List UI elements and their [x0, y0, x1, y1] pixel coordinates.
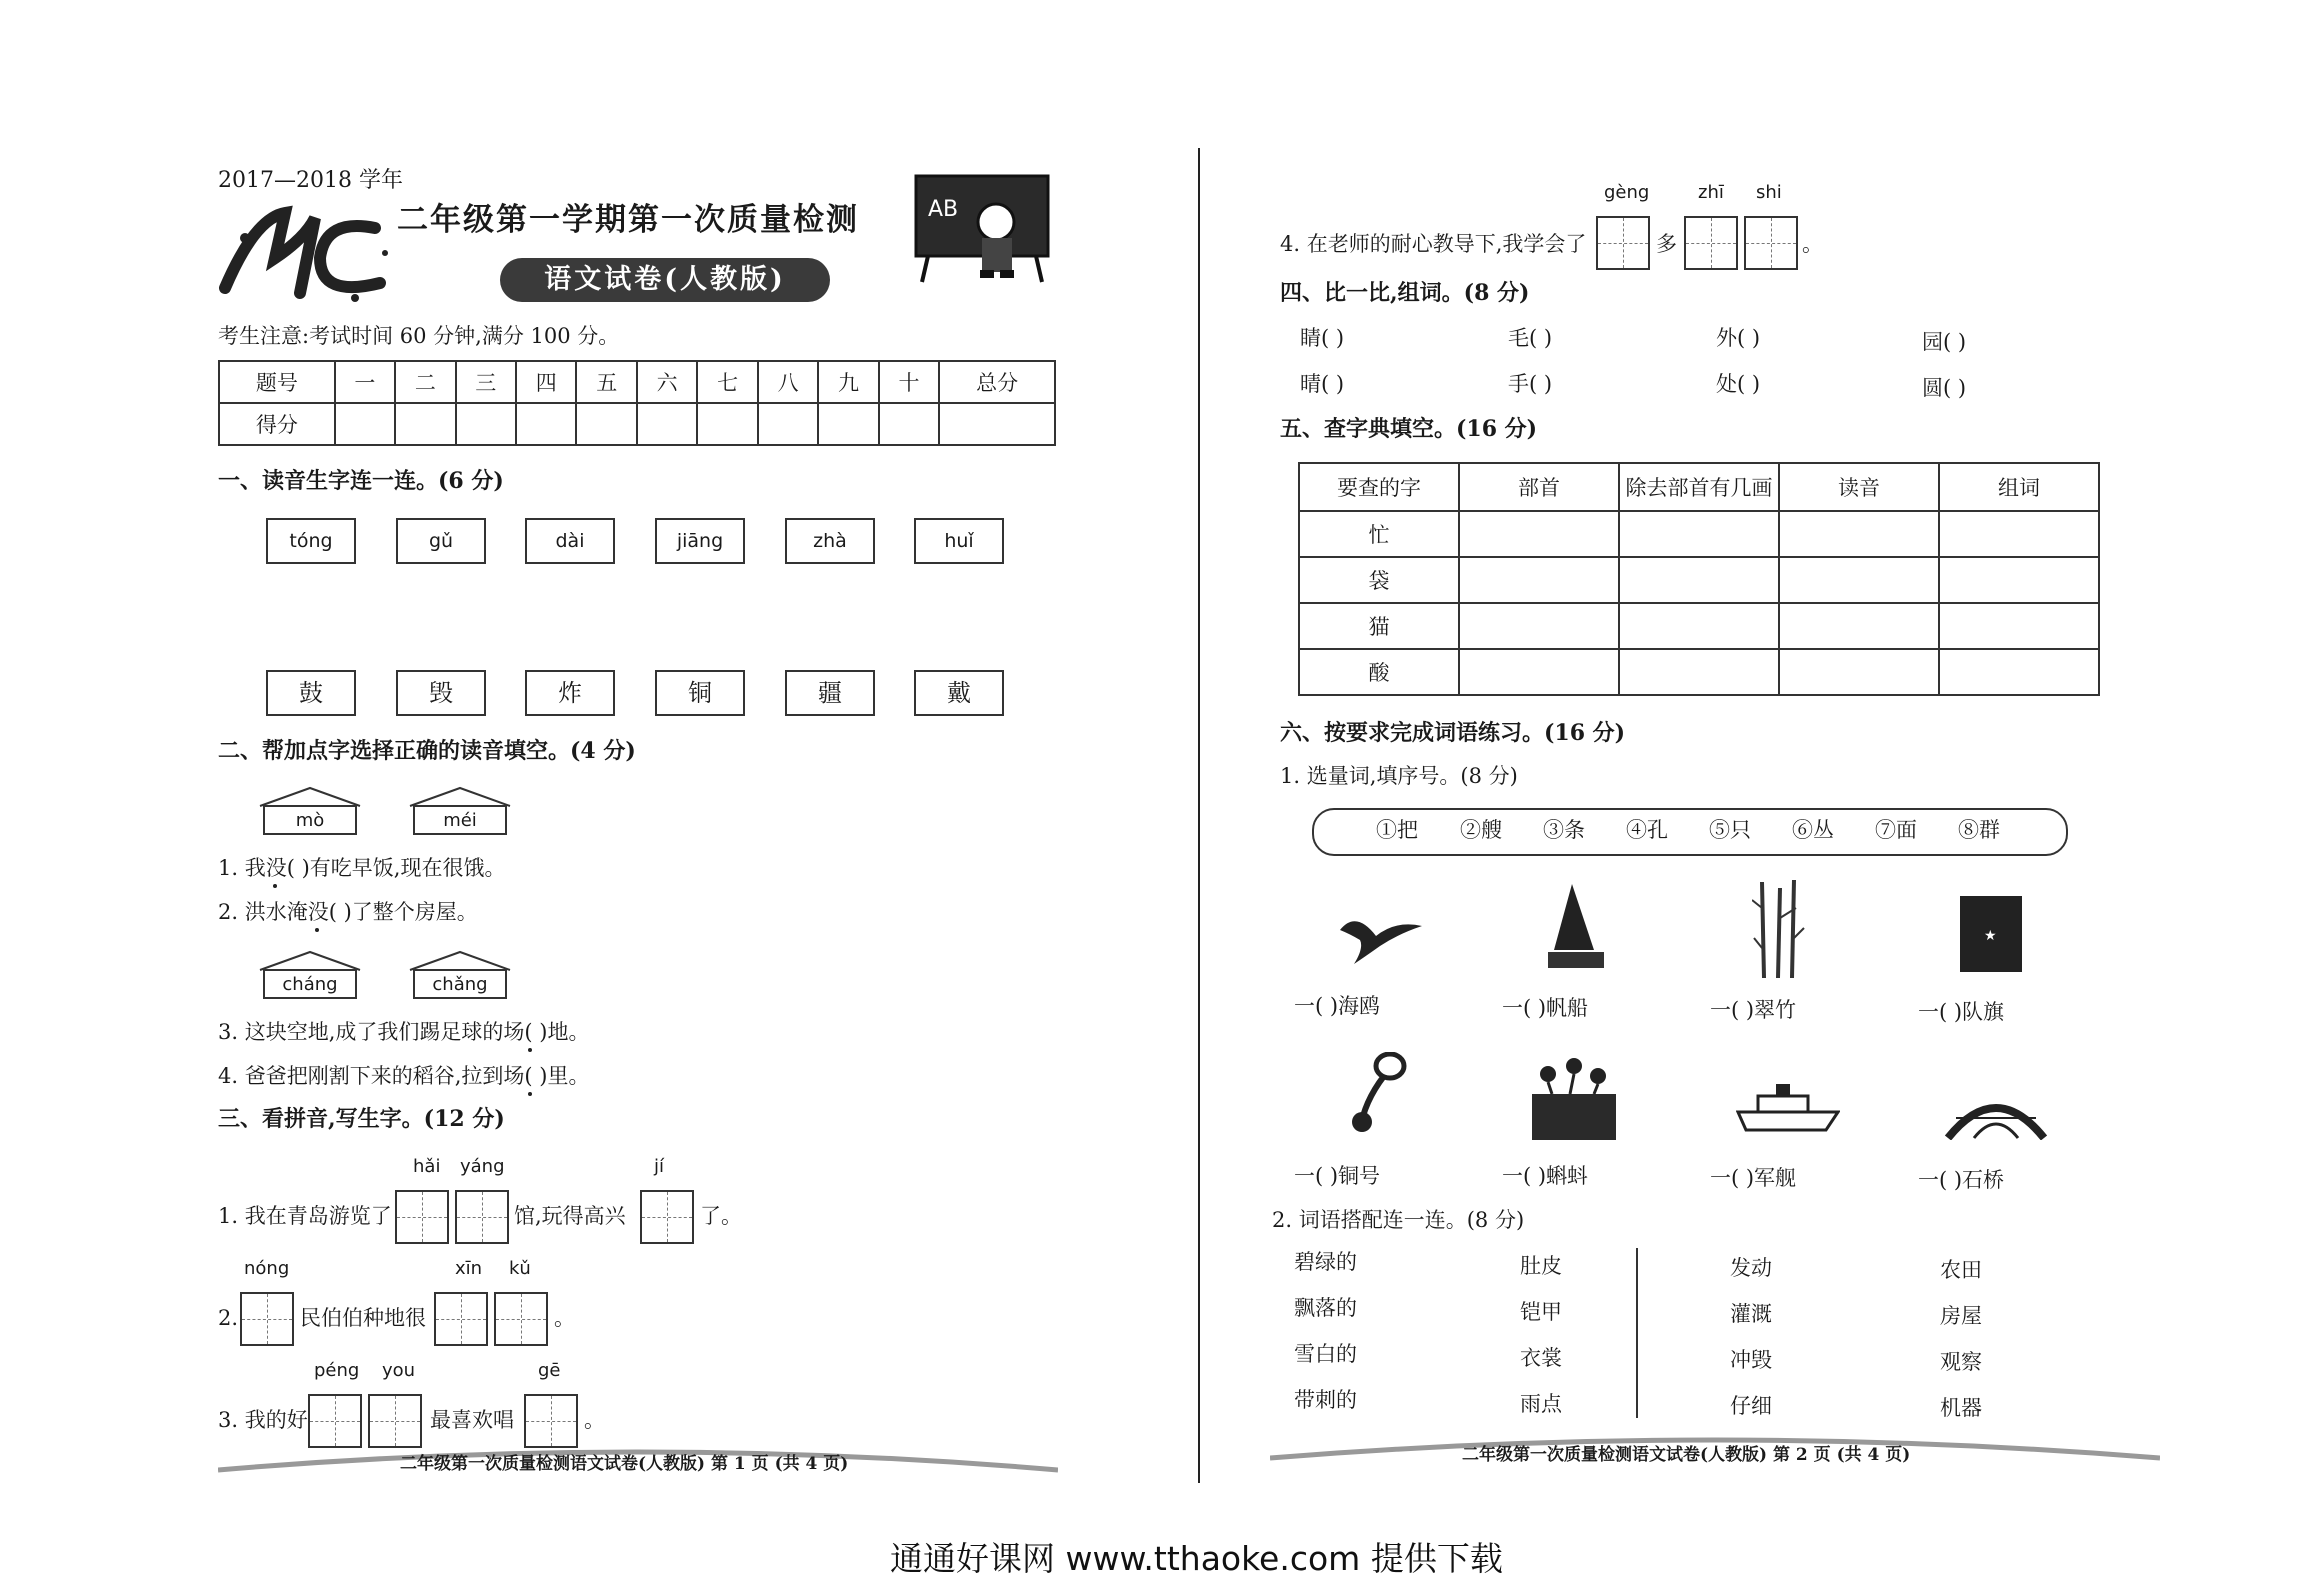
dict-header: 部首 — [1459, 463, 1619, 511]
q6-item: 一( )军舰 — [1710, 1166, 1797, 1190]
score-cell[interactable] — [758, 403, 818, 445]
match-left-a[interactable]: 碧绿的 — [1294, 1250, 1357, 1274]
option-item: ⑤只 — [1709, 818, 1751, 842]
score-header-cell: 八 — [758, 361, 818, 403]
dict-header: 读音 — [1779, 463, 1939, 511]
q3-sentence-2b: 民伯伯种地很 — [300, 1306, 426, 1330]
option-item: ①把 — [1376, 818, 1418, 842]
score-cell[interactable] — [456, 403, 516, 445]
page-2-footer: 二年级第一次质量检测语文试卷(人教版) 第 2 页 (共 4 页) — [1462, 1445, 1911, 1465]
pinyin-house — [408, 786, 512, 836]
option-item: ⑥丛 — [1792, 818, 1834, 842]
tianzige-box[interactable] — [640, 1190, 694, 1244]
q6-item: 一( )翠竹 — [1710, 998, 1797, 1022]
match-right-a[interactable]: 灌溉 — [1730, 1302, 1772, 1326]
score-header-cell: 总分 — [939, 361, 1055, 403]
char-box[interactable]: 戴 — [914, 670, 1004, 716]
house-pinyin: chǎng — [432, 974, 488, 995]
tianzige-box[interactable] — [1596, 216, 1650, 270]
bamboo-image — [1752, 878, 1806, 980]
house-pinyin: mò — [295, 810, 325, 831]
dict-cell[interactable] — [1779, 511, 1939, 557]
score-cell[interactable] — [697, 403, 757, 445]
sailboat-image — [1542, 880, 1608, 976]
match-left-a[interactable]: 飘落的 — [1294, 1296, 1357, 1320]
q3-sentence-3c: 。 — [584, 1408, 605, 1432]
dict-cell[interactable] — [1939, 649, 2099, 695]
page-1-footer: 二年级第一次质量检测语文试卷(人教版) 第 1 页 (共 4 页) — [400, 1454, 849, 1474]
score-table — [218, 360, 1056, 446]
dict-cell[interactable] — [1779, 557, 1939, 603]
exam-notice: 考生注意:考试时间 60 分钟,满分 100 分。 — [218, 324, 620, 348]
dict-cell[interactable] — [1459, 603, 1619, 649]
char-box[interactable]: 毁 — [396, 670, 486, 716]
dict-header: 要查的字 — [1299, 463, 1459, 511]
q3-sentence-1a: 1. 我在青岛游览了 — [218, 1204, 392, 1228]
q3-sentence-2a: 2. — [218, 1306, 239, 1330]
score-header-cell: 七 — [697, 361, 757, 403]
tianzige-box[interactable] — [1684, 216, 1738, 270]
q3-sentence-3a: 3. 我的好 — [218, 1408, 308, 1432]
score-header-cell: 一 — [335, 361, 395, 403]
pinyin-hint: shi — [1756, 182, 1782, 203]
match-right-b[interactable]: 观察 — [1940, 1350, 1982, 1374]
tianzige-box[interactable] — [1744, 216, 1798, 270]
dict-cell[interactable] — [1619, 603, 1779, 649]
q5-title: 五、查字典填空。(16 分) — [1280, 416, 1538, 442]
tianzige-box[interactable] — [494, 1292, 548, 1346]
house-pinyin: cháng — [282, 974, 338, 995]
match-right-a[interactable]: 发动 — [1730, 1256, 1772, 1280]
q3-sentence-2c: 。 — [554, 1306, 575, 1330]
q3-sentence-4b: 多 — [1656, 232, 1677, 256]
q6-title: 六、按要求完成词语练习。(16 分) — [1280, 720, 1626, 746]
q4-item: 圆( ) — [1922, 376, 1967, 400]
emphasis-dot — [528, 1048, 532, 1052]
dict-cell[interactable] — [1619, 557, 1779, 603]
score-cell[interactable] — [637, 403, 697, 445]
match-left-a[interactable]: 带刺的 — [1294, 1388, 1357, 1412]
exam-title: 二年级第一学期第一次质量检测 — [397, 202, 859, 238]
option-item: ④孔 — [1626, 818, 1668, 842]
score-header-cell: 二 — [395, 361, 455, 403]
q4-item: 手( ) — [1508, 372, 1553, 396]
dictionary-table — [1298, 462, 2100, 696]
dict-cell[interactable] — [1939, 511, 2099, 557]
match-right-a[interactable]: 冲毁 — [1730, 1348, 1772, 1372]
q4-item: 晴( ) — [1300, 372, 1345, 396]
option-item: ⑧群 — [1958, 818, 2000, 842]
dict-cell[interactable] — [1459, 557, 1619, 603]
pinyin-hint: yáng — [460, 1156, 505, 1177]
match-right-b[interactable]: 房屋 — [1940, 1304, 1982, 1328]
q6-item: 一( )海鸥 — [1294, 994, 1381, 1018]
char-box[interactable]: 疆 — [785, 670, 875, 716]
dict-cell[interactable] — [1459, 511, 1619, 557]
q3-sentence-1b: 馆,玩得高兴 — [514, 1204, 626, 1228]
pinyin-hint: kǔ — [509, 1258, 531, 1279]
match-left-b[interactable]: 铠甲 — [1520, 1300, 1562, 1324]
q1-title: 一、读音生字连一连。(6 分) — [218, 468, 504, 494]
score-header-cell: 题号 — [219, 361, 335, 403]
match-right-a[interactable]: 仔细 — [1730, 1394, 1772, 1418]
pinyin-house — [258, 786, 362, 836]
dict-cell[interactable] — [1619, 511, 1779, 557]
q4-item: 园( ) — [1922, 330, 1967, 354]
score-header-cell: 四 — [516, 361, 576, 403]
q6-item: 一( )队旗 — [1918, 1000, 2005, 1024]
pinyin-box[interactable]: tóng — [266, 518, 356, 564]
house-pinyin: méi — [443, 810, 477, 831]
dict-char: 酸 — [1299, 649, 1459, 695]
pinyin-hint: péng — [314, 1360, 360, 1381]
q3-sentence-1c: 了。 — [700, 1204, 742, 1228]
dict-cell[interactable] — [1939, 603, 2099, 649]
option-item: ③条 — [1543, 818, 1585, 842]
pinyin-house — [258, 950, 362, 1000]
trumpet-image — [1346, 1052, 1408, 1136]
score-header-cell: 十 — [879, 361, 939, 403]
q6-item: 一( )石桥 — [1918, 1168, 2005, 1192]
score-row-label: 得分 — [219, 403, 335, 445]
seagull-image — [1336, 900, 1424, 970]
q3-sentence-4c: 。 — [1802, 232, 1823, 256]
score-header-cell: 六 — [637, 361, 697, 403]
q2-sentence-3: 3. 这块空地,成了我们踢足球的场( )地。 — [218, 1020, 590, 1044]
q6-sub2: 2. 词语搭配连一连。(8 分) — [1272, 1208, 1525, 1232]
score-cell[interactable] — [939, 403, 1055, 445]
q2-sentence-4: 4. 爸爸把刚割下来的稻谷,拉到场( )里。 — [218, 1064, 590, 1088]
char-box[interactable]: 炸 — [525, 670, 615, 716]
warship-image — [1736, 1078, 1840, 1134]
q4-item: 睛( ) — [1300, 326, 1345, 350]
dict-char: 袋 — [1299, 557, 1459, 603]
dict-cell[interactable] — [1459, 649, 1619, 695]
q3-sentence-4a: 4. 在老师的耐心教导下,我学会了 — [1280, 232, 1587, 256]
pinyin-box[interactable]: gǔ — [396, 518, 486, 564]
download-watermark[interactable]: 通通好课网 www.tthaoke.com 提供下载 — [890, 1539, 1503, 1578]
pinyin-house — [408, 950, 512, 1000]
q4-item: 外( ) — [1716, 326, 1761, 350]
pinyin-hint: zhī — [1698, 182, 1724, 203]
pinyin-hint: xīn — [455, 1258, 483, 1279]
match-divider — [1636, 1248, 1638, 1418]
q3-sentence-3b: 最喜欢唱 — [430, 1408, 514, 1432]
match-right-b[interactable]: 农田 — [1940, 1258, 1982, 1282]
score-cell[interactable] — [395, 403, 455, 445]
option-item: ⑦面 — [1875, 818, 1917, 842]
char-box[interactable]: 鼓 — [266, 670, 356, 716]
pinyin-hint: hǎi — [413, 1156, 441, 1177]
board-text: AB — [928, 197, 959, 222]
score-header-cell: 三 — [456, 361, 516, 403]
dict-cell[interactable] — [1779, 603, 1939, 649]
q3-title: 三、看拼音,写生字。(12 分) — [218, 1106, 505, 1132]
score-cell[interactable] — [818, 403, 878, 445]
dict-cell[interactable] — [1619, 649, 1779, 695]
pinyin-box[interactable]: zhà — [785, 518, 875, 564]
dict-cell[interactable] — [1779, 649, 1939, 695]
match-left-b[interactable]: 衣裳 — [1520, 1346, 1562, 1370]
tianzige-box[interactable] — [434, 1292, 488, 1346]
tianzige-box[interactable] — [240, 1292, 294, 1346]
match-right-b[interactable]: 机器 — [1940, 1396, 1982, 1420]
q2-sentence-2: 2. 洪水淹没( )了整个房屋。 — [218, 900, 478, 924]
q4-title: 四、比一比,组词。(8 分) — [1280, 280, 1530, 306]
exam-subtitle: 语文试卷(人教版) — [500, 258, 830, 302]
pinyin-hint: gèng — [1604, 182, 1650, 203]
hc-logo — [215, 198, 395, 308]
blackboard-illustration — [908, 172, 1056, 284]
tianzige-box[interactable] — [395, 1190, 449, 1244]
measure-word-options — [1312, 808, 2068, 856]
flag-image — [1960, 896, 2022, 972]
q4-item: 处( ) — [1716, 372, 1761, 396]
q4-item: 毛( ) — [1508, 326, 1553, 350]
score-cell[interactable] — [516, 403, 576, 445]
pinyin-hint: gē — [538, 1360, 561, 1381]
q6-item: 一( )蝌蚪 — [1502, 1164, 1589, 1188]
pinyin-hint: nóng — [244, 1258, 290, 1279]
page-divider — [1198, 148, 1200, 1483]
emphasis-dot — [528, 1092, 532, 1096]
dict-char: 猫 — [1299, 603, 1459, 649]
exam-year: 2017—2018 学年 — [218, 168, 403, 193]
q6-item: 一( )帆船 — [1502, 996, 1589, 1020]
emphasis-dot — [273, 884, 277, 888]
match-left-b[interactable]: 雨点 — [1520, 1392, 1562, 1416]
score-cell[interactable] — [576, 403, 636, 445]
dict-cell[interactable] — [1939, 557, 2099, 603]
q2-title: 二、帮加点字选择正确的读音填空。(4 分) — [218, 738, 636, 764]
score-cell[interactable] — [879, 403, 939, 445]
pinyin-box[interactable]: jiāng — [655, 518, 745, 564]
emphasis-dot — [315, 928, 319, 932]
score-header-cell: 九 — [818, 361, 878, 403]
svg-text:★: ★ — [1984, 928, 1997, 944]
tianzige-box[interactable] — [455, 1190, 509, 1244]
pinyin-box[interactable]: huǐ — [914, 518, 1004, 564]
q6-sub1: 1. 选量词,填序号。(8 分) — [1280, 764, 1518, 788]
pinyin-hint: you — [382, 1360, 416, 1381]
dict-header: 除去部首有几画 — [1619, 463, 1779, 511]
dict-header: 组词 — [1939, 463, 2099, 511]
score-cell[interactable] — [335, 403, 395, 445]
score-header-cell: 五 — [576, 361, 636, 403]
q6-item: 一( )铜号 — [1294, 1164, 1381, 1188]
tadpole-image — [1532, 1054, 1616, 1140]
match-left-b[interactable]: 肚皮 — [1520, 1254, 1562, 1278]
stone-bridge-image — [1944, 1088, 2048, 1140]
dict-char: 忙 — [1299, 511, 1459, 557]
option-item: ②艘 — [1460, 818, 1502, 842]
q2-sentence-1: 1. 我没( )有吃早饭,现在很饿。 — [218, 856, 506, 880]
pinyin-hint: jí — [654, 1156, 665, 1177]
char-box[interactable]: 铜 — [655, 670, 745, 716]
pinyin-box[interactable]: dài — [525, 518, 615, 564]
match-left-a[interactable]: 雪白的 — [1294, 1342, 1357, 1366]
